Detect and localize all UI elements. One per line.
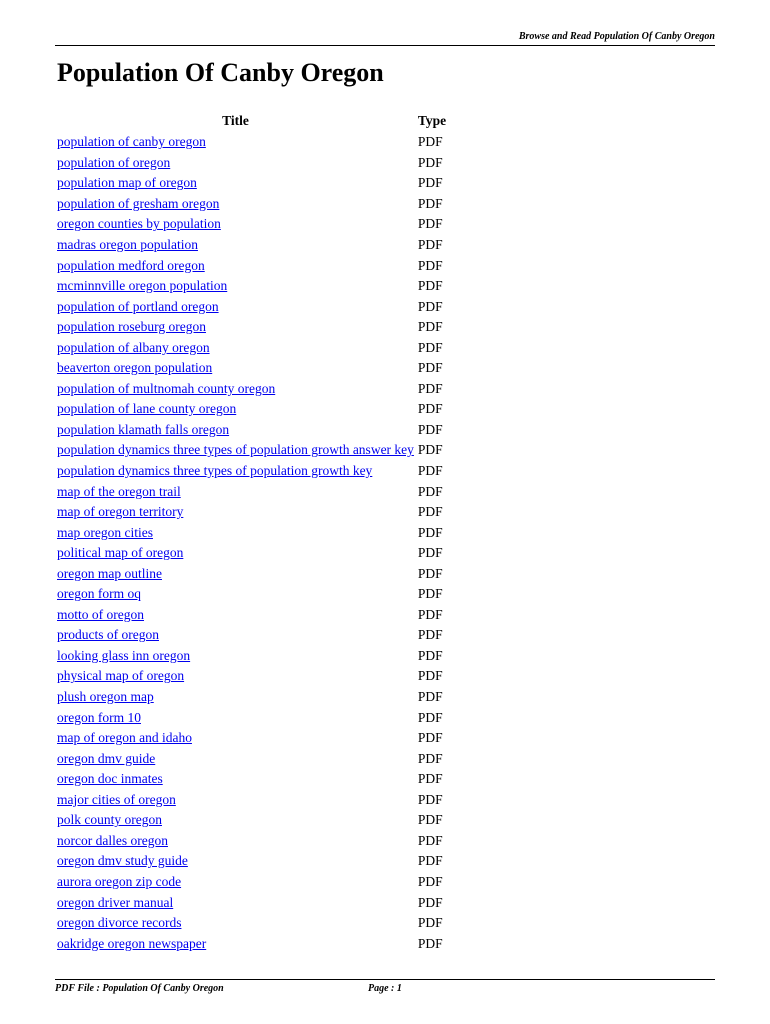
table-row [55, 317, 448, 338]
document-link[interactable]: physical map of oregon [57, 668, 185, 684]
document-link[interactable]: oregon divorce records [57, 915, 182, 931]
document-link[interactable]: map oregon cities [57, 524, 153, 540]
row-title-cell [55, 790, 416, 811]
row-title-cell [55, 461, 416, 482]
row-type-cell: PDF [417, 545, 443, 561]
row-title-cell [55, 892, 416, 913]
row-title-cell [55, 810, 416, 831]
row-title-cell [55, 543, 416, 564]
row-type-cell: PDF [417, 483, 443, 499]
row-type-cell: PDF [417, 935, 443, 951]
table-row [55, 173, 448, 194]
row-type-cell: PDF [417, 257, 443, 273]
row-type-cell: PDF [417, 853, 443, 869]
document-link[interactable]: oregon form 10 [57, 709, 141, 725]
table-row [55, 296, 448, 317]
document-link[interactable]: polk county oregon [57, 812, 162, 828]
row-title-cell [55, 194, 416, 215]
row-title-cell [55, 317, 416, 338]
table-row [55, 790, 448, 811]
document-link[interactable]: population of albany oregon [57, 339, 210, 355]
row-title-cell [55, 481, 416, 502]
row-title-cell [55, 748, 416, 769]
row-type-cell: PDF [417, 668, 443, 684]
table-row [55, 810, 448, 831]
row-type-cell: PDF [417, 175, 443, 191]
table-row [55, 851, 448, 872]
table-row [55, 194, 448, 215]
row-type-cell: PDF [417, 154, 443, 170]
document-link[interactable]: population of oregon [57, 154, 171, 170]
page-title: Population Of Canby Oregon [57, 58, 384, 87]
row-title-cell [55, 933, 416, 954]
document-link[interactable]: looking glass inn oregon [57, 647, 191, 663]
document-link[interactable]: population klamath falls oregon [57, 421, 230, 437]
table-row [55, 276, 448, 297]
row-title-cell [55, 584, 416, 605]
row-type-cell: PDF [417, 380, 443, 396]
document-link[interactable]: population dynamics three types of population growth answer key [57, 442, 414, 458]
table-row [55, 769, 448, 790]
row-type-cell: PDF [417, 771, 443, 787]
row-type-cell: PDF [417, 360, 443, 376]
table-row [55, 625, 448, 646]
table-row [55, 440, 448, 461]
row-type-cell: PDF [417, 442, 443, 458]
row-type-cell: PDF [417, 894, 443, 910]
row-title-cell [55, 625, 416, 646]
document-link[interactable]: population medford oregon [57, 257, 205, 273]
table-row [55, 707, 448, 728]
document-link[interactable]: population map of oregon [57, 175, 197, 191]
row-title-cell [55, 646, 416, 667]
table-row [55, 913, 448, 934]
document-link[interactable]: population of multnomah county oregon [57, 380, 276, 396]
column-header-type: Type [417, 112, 447, 128]
table-row [55, 420, 448, 441]
row-type-cell: PDF [417, 195, 443, 211]
row-type-cell: PDF [417, 915, 443, 931]
running-header: Browse and Read Population Of Canby Oregon [518, 31, 715, 42]
document-link[interactable]: map of oregon and idaho [57, 730, 192, 746]
table-row [55, 872, 448, 893]
row-title-cell [55, 358, 416, 379]
table-row [55, 748, 448, 769]
document-link[interactable]: oregon doc inmates [57, 771, 163, 787]
row-type-cell: PDF [417, 750, 443, 766]
row-type-cell: PDF [417, 627, 443, 643]
row-title-cell [55, 666, 416, 687]
table-row [55, 461, 448, 482]
table-row [55, 543, 448, 564]
table-row [55, 892, 448, 913]
row-title-cell [55, 872, 416, 893]
table-row [55, 831, 448, 852]
document-link[interactable]: oregon dmv study guide [57, 853, 188, 869]
row-type-cell: PDF [417, 689, 443, 705]
document-link[interactable]: aurora oregon zip code [57, 873, 182, 889]
header-divider [55, 45, 715, 46]
document-list-table [55, 109, 448, 954]
row-title-cell [55, 132, 416, 153]
row-title-cell [55, 399, 416, 420]
row-type-cell: PDF [417, 832, 443, 848]
document-link[interactable]: oregon counties by population [57, 216, 221, 232]
row-title-cell [55, 337, 416, 358]
document-link[interactable]: map of oregon territory [57, 504, 184, 520]
table-row [55, 337, 448, 358]
document-link[interactable]: population of gresham oregon [57, 195, 220, 211]
document-link[interactable]: population of portland oregon [57, 298, 219, 314]
document-link[interactable]: political map of oregon [57, 545, 184, 561]
table-row [55, 235, 448, 256]
table-row [55, 605, 448, 626]
document-link[interactable]: plush oregon map [57, 689, 154, 705]
document-link[interactable]: population roseburg oregon [57, 319, 206, 335]
footer-file-label: PDF File : Population Of Canby Oregon [55, 983, 224, 994]
row-type-cell: PDF [417, 401, 443, 417]
row-type-cell: PDF [417, 586, 443, 602]
row-type-cell: PDF [417, 709, 443, 725]
column-header-title: Title [222, 112, 249, 128]
table-row [55, 646, 448, 667]
table-row [55, 379, 448, 400]
document-link[interactable]: oregon driver manual [57, 894, 174, 910]
row-title-cell [55, 296, 416, 317]
row-title-cell [55, 687, 416, 708]
document-link[interactable]: map of the oregon trail [57, 483, 181, 499]
table-body [55, 132, 448, 954]
row-title-cell [55, 214, 416, 235]
row-title-cell [55, 440, 416, 461]
row-title-cell [55, 728, 416, 749]
document-link[interactable]: major cities of oregon [57, 791, 176, 807]
row-type-cell: PDF [417, 606, 443, 622]
document-link[interactable]: oregon form oq [57, 586, 141, 602]
table-row [55, 584, 448, 605]
row-type-cell: PDF [417, 730, 443, 746]
row-type-cell: PDF [417, 504, 443, 520]
document-link[interactable]: population dynamics three types of population growth key [57, 463, 373, 479]
row-title-cell [55, 379, 416, 400]
row-type-cell: PDF [417, 873, 443, 889]
row-type-cell: PDF [417, 565, 443, 581]
document-link[interactable]: products of oregon [57, 627, 159, 643]
row-title-cell [55, 276, 416, 297]
row-type-cell: PDF [417, 791, 443, 807]
document-link[interactable]: mcminnville oregon population [57, 278, 228, 294]
row-title-cell [55, 851, 416, 872]
row-type-cell: PDF [417, 647, 443, 663]
row-title-cell [55, 502, 416, 523]
document-link[interactable]: population of lane county oregon [57, 401, 237, 417]
row-title-cell [55, 563, 416, 584]
row-title-cell [55, 831, 416, 852]
row-title-cell [55, 707, 416, 728]
table-row [55, 666, 448, 687]
table-row [55, 563, 448, 584]
footer-page-number: Page : 1 [368, 983, 402, 994]
row-type-cell: PDF [417, 134, 443, 150]
row-title-cell [55, 173, 416, 194]
table-row [55, 153, 448, 174]
table-row [55, 728, 448, 749]
table-row [55, 481, 448, 502]
row-type-cell: PDF [417, 278, 443, 294]
row-type-cell: PDF [417, 524, 443, 540]
table-row [55, 358, 448, 379]
row-type-cell: PDF [417, 463, 443, 479]
table-row [55, 933, 448, 954]
document-link[interactable]: oregon dmv guide [57, 750, 156, 766]
row-type-cell: PDF [417, 298, 443, 314]
row-type-cell: PDF [417, 421, 443, 437]
document-link[interactable]: oregon map outline [57, 565, 162, 581]
row-title-cell [55, 235, 416, 256]
table-row [55, 214, 448, 235]
row-title-cell [55, 522, 416, 543]
row-title-cell [55, 420, 416, 441]
document-link[interactable]: motto of oregon [57, 606, 144, 622]
row-title-cell [55, 255, 416, 276]
row-type-cell: PDF [417, 812, 443, 828]
document-link[interactable]: madras oregon population [57, 237, 198, 252]
document-link[interactable]: beaverton oregon population [57, 360, 213, 376]
footer-divider [55, 979, 715, 980]
table-header-row [55, 109, 448, 132]
table-row [55, 132, 448, 153]
table-row [55, 502, 448, 523]
row-type-cell: PDF [417, 216, 443, 232]
row-title-cell [55, 913, 416, 934]
row-title-cell [55, 153, 416, 174]
row-type-cell: PDF [417, 339, 443, 355]
document-link[interactable]: oakridge oregon newspaper [57, 935, 207, 951]
table-row [55, 522, 448, 543]
document-link[interactable]: norcor dalles oregon [57, 832, 168, 848]
document-link[interactable]: population of canby oregon [57, 134, 206, 150]
row-title-cell [55, 769, 416, 790]
row-title-cell [55, 605, 416, 626]
row-type-cell: PDF [417, 237, 443, 252]
table-row [55, 255, 448, 276]
row-type-cell: PDF [417, 319, 443, 335]
table-row [55, 687, 448, 708]
table-row [55, 399, 448, 420]
